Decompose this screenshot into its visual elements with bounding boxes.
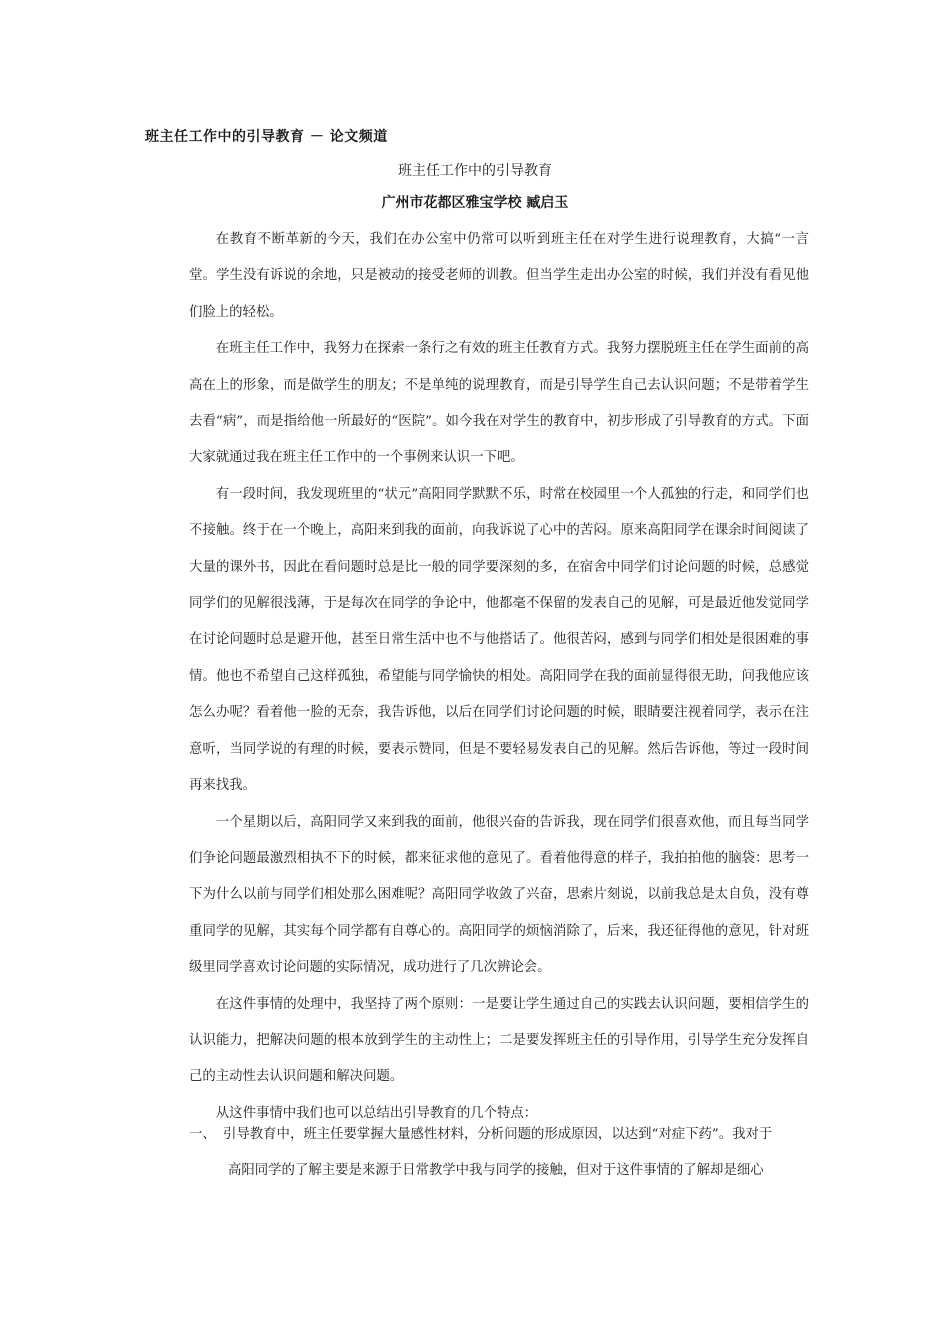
paragraph: 从这件事情中我们也可以总结出引导教育的几个特点： [215,1105,538,1121]
list-item-number: 一、 [189,1127,216,1142]
article-title: 班主任工作中的引导教育 [398,163,552,179]
article-author: 广州市花都区雅宝学校 臧启玉 [381,195,569,211]
list-item [189,1117,809,1153]
list-item-continuation: 高阳同学的了解主要是来源于日常教学中我与同学的接触，但对于这件事情的了解却是细心 [228,1163,764,1179]
paragraph: 在这件事情的处理中，我坚持了两个原则：一是要让学生通过自己的实践去认识问题，要相信学生的认识能力，把解决问题的根本放到学生的主动性上；二是要发挥班主任的引导作用，引导学生充分发挥自己的主动性去认识问题和解决问题。 [189,996,809,1085]
document-header-title: 班主任工作中的引导教育 － 论文频道 [145,129,388,145]
list-item-text: 引导教育中，班主任要掌握大量感性材料，分析问题的形成原因，以达到“对症下药”。我对于 [223,1127,773,1142]
paragraph: 一个星期以后，高阳同学又来到我的面前，他很兴奋的告诉我，现在同学们很喜欢他，而且每当同学们争论问题最激烈相执不下的时候，都来征求他的意见了。看着他得意的样子，我拍拍他的脑袋：思考一下为什么以前与同学们相处那么困难呢？高阳同学收敛了兴奋，思索片刻说，以前我总是太自负，没有尊重同学的见解，其实每个同学都有自尊心的。高阳同学的烦恼消除了，后来，我还征得他的意见，针对班级里同学喜欢讨论问题的实际情况，成功进行了几次辨论会。 [189,814,809,976]
article-body [189,222,809,1132]
paragraph: 在班主任工作中，我努力在探索一条行之有效的班主任教育方式。我努力摆脱班主任在学生面前的高高在上的形象，而是做学生的朋友；不是单纯的说理教育，而是引导学生自己去认识问题；不是带着学生去看“病”，而是指给他一所最好的“医院”。如今我在对学生的教育中，初步形成了引导教育的方式。下面大家就通过我在班主任工作中的一个事例来认识一下吧。 [189,341,809,466]
feature-list [189,1117,809,1190]
paragraph: 有一段时间，我发现班里的“状元”高阳同学默默不乐，时常在校园里一个人孤独的行走，和同学们也不接触。终于在一个晚上，高阳来到我的面前，向我诉说了心中的苦闷。原来高阳同学在课余时间阅读了大量的课外书，因此在看问题时总是比一般的同学要深刻的多，在宿舍中同学们讨论问题的时候，总感觉同学们的见解很浅薄，于是每次在同学的争论中，他都毫不保留的发表自己的见解，可是最近他发觉同学在讨论问题时总是避开他，甚至日常生活中也不与他搭话了。他很苦闷，感到与同学们相处是很困难的事情。他也不希望自己这样孤独，希望能与同学愉快的相处。高阳同学在我的面前显得很无助，问我他应该怎么办呢？看着他一脸的无奈，我告诉他，以后在同学们讨论问题的时候，眼睛要注视着同学，表示在注意听，当同学说的有理的时候，要表示赞同，但是不要轻易发表自己的见解。然后告诉他，等过一段时间再来找我。 [189,486,809,794]
paragraph: 在教育不断革新的今天，我们在办公室中仍常可以听到班主任在对学生进行说理教育，大搞“一言堂。学生没有诉说的余地，只是被动的接受老师的训教。但当学生走出办公室的时候，我们并没有看见他们脸上的轻松。 [189,232,809,320]
